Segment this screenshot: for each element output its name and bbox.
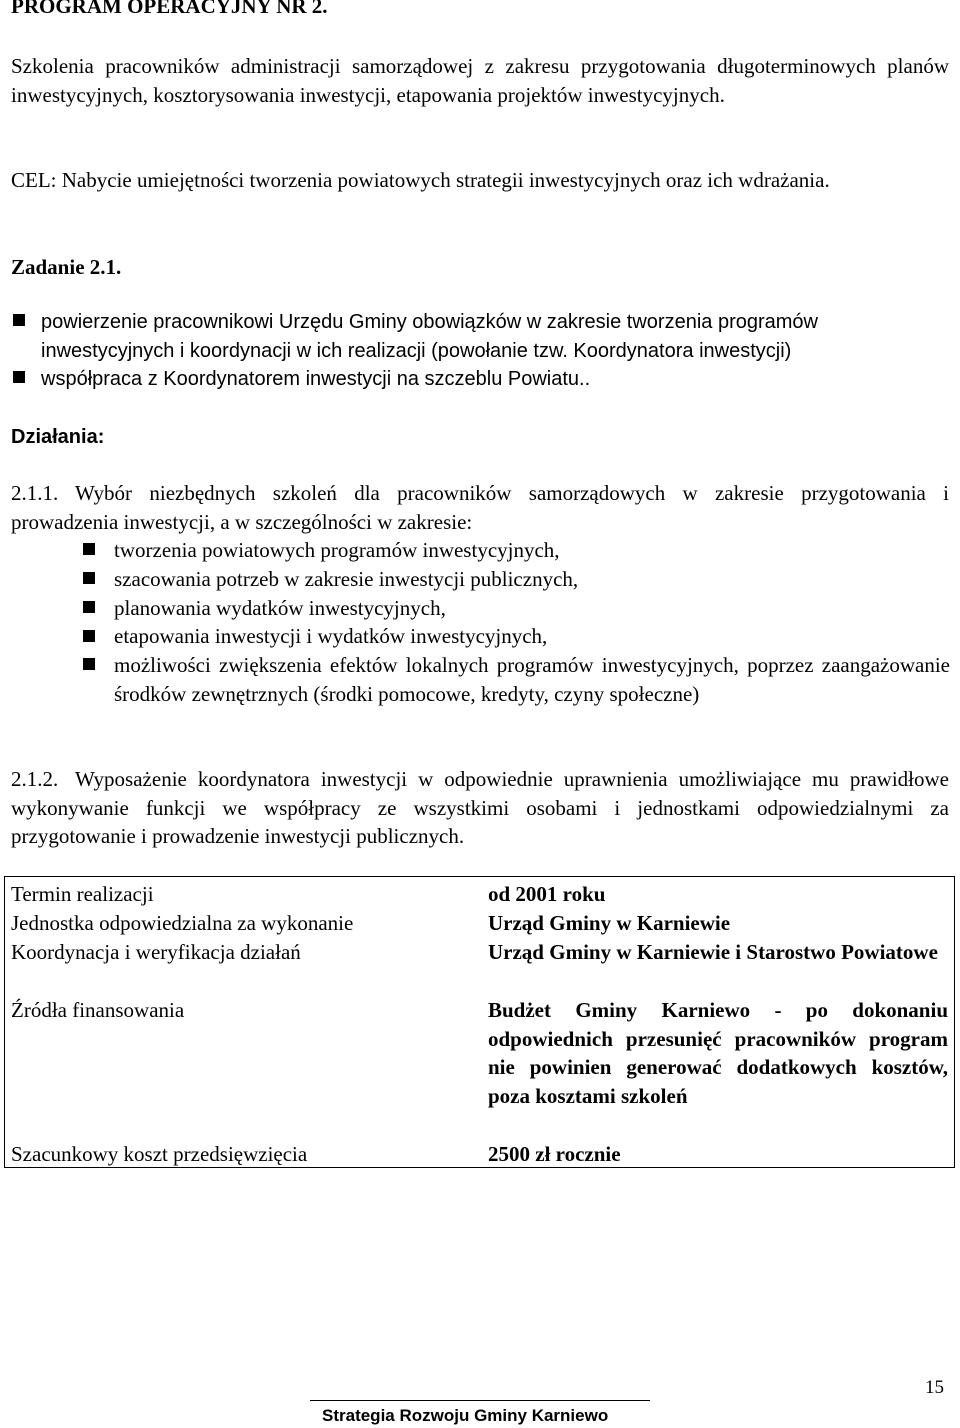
action-item: szacowania potrzeb w zakresie inwestycji publicznych, xyxy=(114,567,579,591)
intro-paragraph: Szkolenia pracowników administracji samorządowej z zakresu przygotowania długoterminowych planów inwestycyjnych, kosztorysowania inwestycji, etapowania projektów inwestycyjnych. xyxy=(11,54,949,107)
action-number: 2.1.2. xyxy=(11,767,59,791)
task-heading: Zadanie 2.1. xyxy=(11,255,122,279)
table-row-label: Źródła finansowania xyxy=(11,998,185,1022)
footer-text: Strategia Rozwoju Gminy Karniewo xyxy=(322,1406,609,1425)
table-row-value: 2500 zł rocznie xyxy=(488,1142,621,1166)
action-item: planowania wydatków inwestycyjnych, xyxy=(114,596,446,620)
task-bullet-item: współpraca z Koordynatorem inwestycji na szczeblu Powiatu.. xyxy=(41,368,591,390)
action-text: Wyposażenie koordynatora inwestycji w odpowiednie uprawnienia umożliwiające mu prawidłowe wykonywanie funkcji we współpracy ze wszystkimi osobami i jednostkami odpowiedzialnymi za przygotowanie i prowadzenie inwestycji publicznych. xyxy=(11,767,949,848)
table-row-label: Jednostka odpowiedzialna za wykonanie xyxy=(11,911,354,935)
square-bullet-icon xyxy=(13,371,25,383)
table-row-value: od 2001 roku xyxy=(488,882,606,906)
table-row-label: Szacunkowy koszt przedsięwzięcia xyxy=(11,1142,308,1166)
square-bullet-icon xyxy=(83,658,95,670)
action-number: 2.1.1. xyxy=(11,481,59,505)
action-item: możliwości zwiększenia efektów lokalnych programów inwestycyjnych, poprzez zaangażowanie środków zewnętrznych (środki pomocowe, kredyty, czyny społeczne) xyxy=(114,653,950,706)
actions-heading: Działania: xyxy=(11,426,105,448)
square-bullet-icon xyxy=(83,572,95,584)
square-bullet-icon xyxy=(83,630,95,642)
table-row-value: Urząd Gminy w Karniewie i Starostwo Powiatowe xyxy=(488,940,938,964)
task-bullet-item: powierzenie pracownikowi Urzędu Gminy obowiązków w zakresie tworzenia programów inwestycyjnych i koordynacji w ich realizacji (powołanie tzw. Koordynatora inwestycji) xyxy=(41,311,818,362)
action-item: tworzenia powiatowych programów inwestycyjnych, xyxy=(114,538,560,562)
action-item: etapowania inwestycji i wydatków inwestycyjnych, xyxy=(114,624,548,648)
page-title: PROGRAM OPERACYJNY NR 2. xyxy=(11,0,328,18)
goal-paragraph: CEL: Nabycie umiejętności tworzenia powiatowych strategii inwestycyjnych oraz ich wdrażania. xyxy=(11,168,830,192)
square-bullet-icon xyxy=(83,543,95,555)
square-bullet-icon xyxy=(13,314,25,326)
table-row-value: Urząd Gminy w Karniewie xyxy=(488,911,731,935)
table-row-value: Budżet Gminy Karniewo - po dokonaniu odpowiednich przesunięć pracowników program nie powinien generować dodatkowych kosztów, poza kosztami szkoleń xyxy=(488,998,948,1108)
footer-divider xyxy=(310,1400,650,1401)
square-bullet-icon xyxy=(83,601,95,613)
action-text: Wybór niezbędnych szkoleń dla pracowników samorządowych w zakresie przygotowania i prowadzenia inwestycji, a w szczególności w zakresie: xyxy=(11,481,949,534)
table-row-label: Koordynacja i weryfikacja działań xyxy=(11,940,301,964)
table-row-label: Termin realizacji xyxy=(11,882,154,906)
page-number: 15 xyxy=(925,1377,944,1398)
